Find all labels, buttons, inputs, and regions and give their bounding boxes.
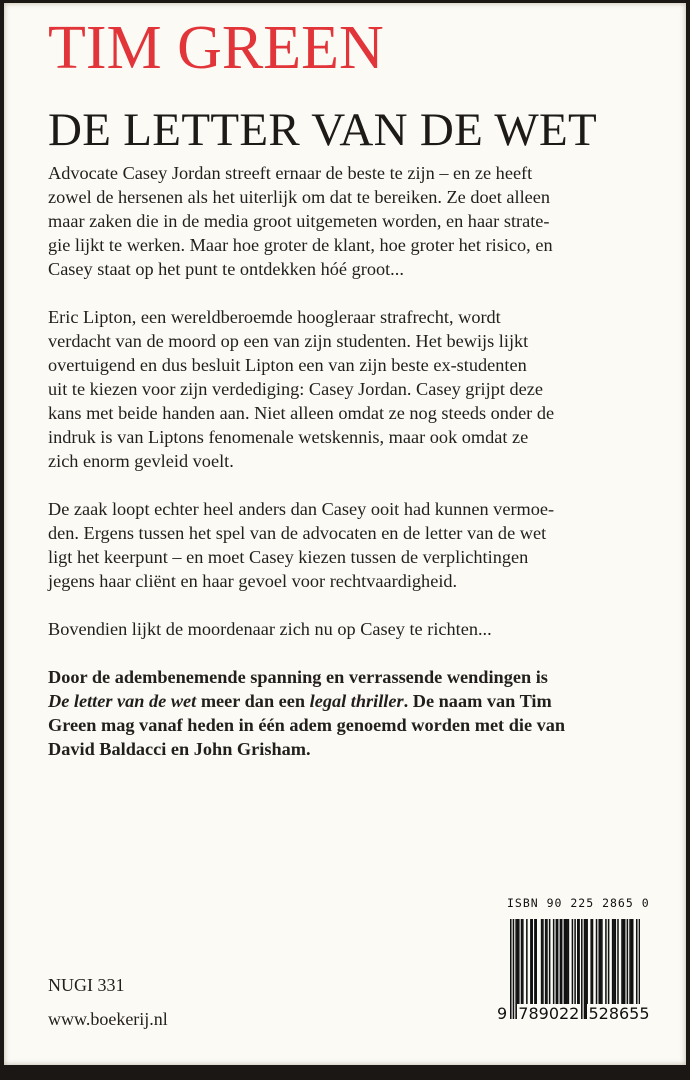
blurb-line [48, 713, 565, 737]
text-segment: Advocate Casey Jordan streeft ernaar de beste te zijn – en ze heeft [48, 163, 533, 183]
italic-text: De letter van de wet [48, 691, 197, 711]
blurb-line [48, 329, 565, 353]
blurb-line [48, 665, 565, 689]
blurb-paragraph [48, 305, 565, 473]
blurb-line [48, 545, 565, 569]
blurb-line [48, 377, 565, 401]
author-name: TIM GREEN [48, 14, 384, 82]
italic-text: legal thriller [309, 691, 404, 711]
blurb-paragraph [48, 665, 565, 761]
blurb-line [48, 161, 565, 185]
text-segment: meer dan een [196, 691, 310, 711]
text-segment: uit te kiezen voor zijn verdediging: Casey Jordan. Casey grijpt deze [48, 379, 543, 399]
blurb-line [48, 185, 565, 209]
text-segment: . De naam van Tim [403, 691, 552, 711]
blurb-line [48, 233, 565, 257]
text-segment: ligt het keerpunt – en moet Casey kiezen tussen de verplichtingen [48, 547, 529, 567]
blurb-line [48, 737, 565, 761]
text-segment: den. Ergens tussen het spel van de advocaten en de letter van de wet [48, 523, 547, 543]
text-segment: gie lijkt te werken. Maar hoe groter de klant, hoe groter het risico, en [48, 235, 553, 255]
text-segment: indruk is van Liptons fenomenale wetskennis, maar ook omdat ze [48, 427, 529, 447]
blurb-line [48, 521, 565, 545]
text-segment: jegens haar cliënt en haar gevoel voor rechtvaardigheid. [48, 571, 458, 591]
text-segment: overtuigend en dus besluit Lipton een van zijn beste ex-studenten [48, 355, 527, 375]
blurb-line [48, 497, 565, 521]
blurb-paragraph [48, 497, 565, 593]
text-segment: maar zaken die in de media groot uitgemeten worden, en haar strate- [48, 211, 550, 231]
nugi-code: NUGI 331 [48, 975, 125, 995]
blurb-line [48, 257, 565, 281]
blurb-line [48, 569, 565, 593]
text-segment: Casey staat op het punt te ontdekken hóé groot... [48, 259, 404, 279]
book-title: DE LETTER VAN DE WET [48, 104, 598, 156]
text-segment: De zaak loopt echter heel anders dan Casey ooit had kunnen vermoe- [48, 499, 555, 519]
ean-first-digit: 9 [497, 1004, 508, 1023]
text-segment: Bovendien lijkt de moordenaar zich nu op Casey te richten... [48, 619, 492, 639]
ean-right-digits: 528655 [588, 1004, 650, 1023]
blurb-paragraph [48, 617, 565, 641]
isbn: ISBN 90 225 2865 0 [507, 896, 650, 910]
text-segment: Eric Lipton, een wereldberoemde hoogleraar strafrecht, wordt [48, 307, 501, 327]
blurb-line [48, 617, 565, 641]
publisher-website: www.boekerij.nl [48, 1009, 168, 1029]
blurb-line [48, 305, 565, 329]
blurb-line [48, 353, 565, 377]
text-segment: zowel de hersenen als het uiterlijk om dat te bereiken. Ze doet alleen [48, 187, 551, 207]
blurb [48, 161, 565, 785]
ean-left-digits: 789022 [518, 1004, 580, 1023]
blurb-line [48, 449, 565, 473]
text-segment: David Baldacci en John Grisham. [48, 739, 311, 759]
blurb-line [48, 209, 565, 233]
book-back-cover [4, 3, 686, 1065]
text-segment: zich enorm gevleid voelt. [48, 451, 234, 471]
blurb-line [48, 425, 565, 449]
text-segment: kans met beide handen aan. Niet alleen omdat ze nog steeds onder de [48, 403, 555, 423]
blurb-line [48, 689, 565, 713]
ean-number [496, 1004, 651, 1023]
text-segment: Green mag vanaf heden in één adem genoemd worden met die van [48, 715, 566, 735]
text-segment: Door de adembenemende spanning en verrassende wendingen is [48, 667, 548, 687]
blurb-line [48, 401, 565, 425]
text-segment: verdacht van de moord op een van zijn studenten. Het bewijs lijkt [48, 331, 529, 351]
blurb-paragraph [48, 161, 565, 281]
